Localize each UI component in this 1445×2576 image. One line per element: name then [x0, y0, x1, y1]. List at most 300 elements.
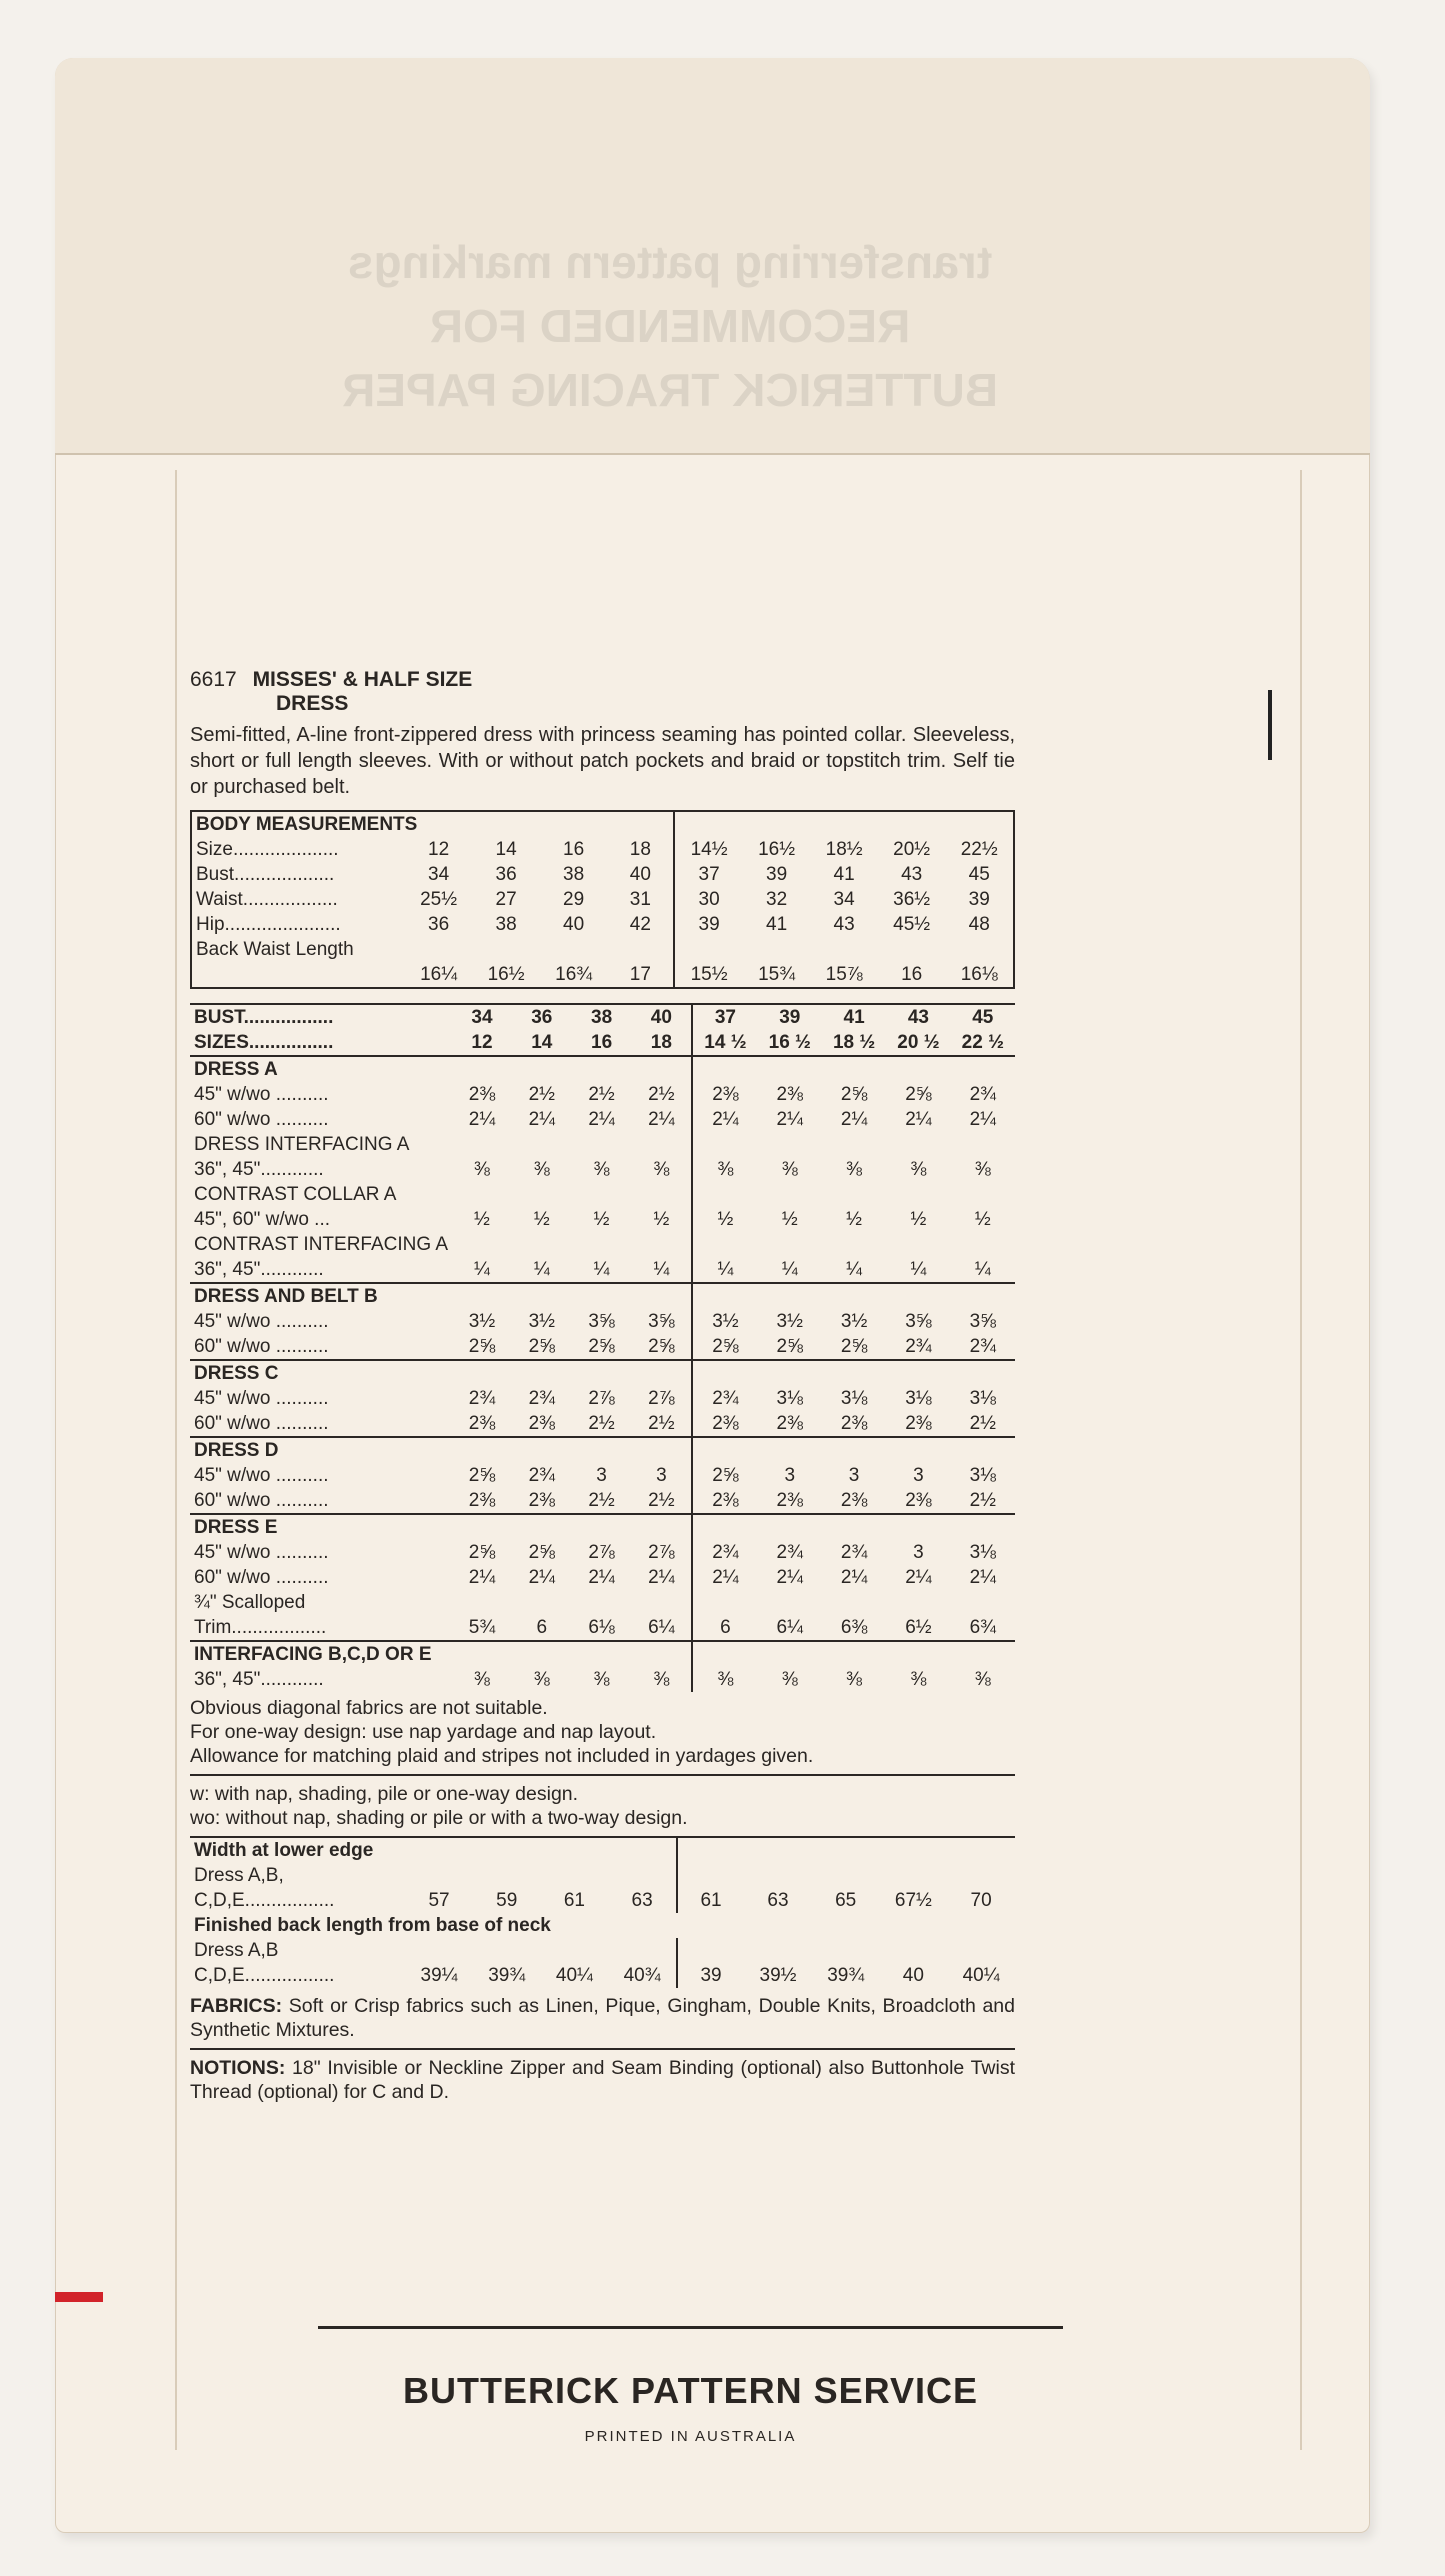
size-value: 16 — [878, 962, 946, 988]
size-value — [608, 1863, 677, 1888]
fabrics-text: Soft or Crisp fabrics such as Linen, Pique, Gingham, Double Knits, Broadcloth and Synthetic Mixtures. — [190, 1995, 1015, 2041]
table-row — [190, 1207, 1015, 1232]
size-value: 15¾ — [743, 962, 811, 988]
pattern-header — [190, 668, 1015, 716]
size-value: 40 — [629, 864, 651, 885]
size-value: 2½ — [969, 1413, 996, 1434]
size-value — [951, 1590, 1015, 1615]
size-value — [758, 1182, 822, 1207]
size-value — [405, 1938, 473, 1963]
size-value: 3⅛ — [905, 1388, 932, 1409]
note-line: w: with nap, shading, pile or one-way design. — [190, 1783, 579, 1805]
size-value: 2¼ — [528, 1567, 555, 1588]
size-value: ⅜ — [593, 1159, 610, 1180]
size-value: ⅜ — [692, 1667, 757, 1692]
size-value — [822, 1437, 886, 1463]
size-value — [572, 1182, 632, 1207]
size-value: ¼ — [692, 1257, 757, 1283]
size-value: ¼ — [846, 1259, 863, 1280]
size-value — [452, 1182, 512, 1207]
size-value: 2¼ — [692, 1107, 757, 1132]
size-value: 25½ — [420, 889, 458, 910]
pattern-title: MISSES' & HALF SIZE — [252, 668, 473, 691]
row-label: 60" w/wo .......... — [194, 1413, 329, 1434]
size-value — [512, 1056, 572, 1082]
size-value: 36 — [512, 1004, 572, 1030]
size-value — [631, 1437, 692, 1463]
row-label: 36", 45"............ — [194, 1159, 324, 1180]
size-value: 39¾ — [827, 1965, 865, 1986]
table-row — [190, 1004, 1015, 1030]
size-value — [631, 1132, 692, 1157]
size-value — [758, 1590, 822, 1615]
size-value: 2¾ — [692, 1540, 757, 1565]
row-label: C,D,E................. — [194, 1965, 335, 1986]
divider — [190, 2048, 1015, 2050]
size-value — [758, 1514, 822, 1540]
size-value: 57 — [428, 1890, 450, 1911]
size-value: 3⅝ — [588, 1311, 615, 1332]
size-value: 2⅞ — [588, 1542, 615, 1563]
row-label: Back Waist Length — [191, 937, 405, 962]
size-value — [880, 1938, 948, 1963]
size-value — [812, 1863, 880, 1888]
printed-in: PRINTED IN AUSTRALIA — [584, 2428, 797, 2445]
table-row — [190, 1667, 1015, 1692]
pattern-subtitle: DRESS — [276, 692, 349, 715]
size-value — [541, 1938, 609, 1963]
size-value: ¼ — [974, 1259, 991, 1280]
size-value: 39 — [758, 1004, 822, 1030]
size-value — [692, 1132, 757, 1157]
size-value — [512, 1360, 572, 1386]
row-label: 60" w/wo .......... — [194, 1336, 329, 1357]
size-value — [810, 937, 878, 962]
size-value: 22 ½ — [961, 1032, 1004, 1053]
size-value — [512, 1132, 572, 1157]
size-value — [744, 1863, 812, 1888]
row-label: Size.................... — [191, 837, 405, 862]
size-value — [758, 1132, 822, 1157]
table-row — [191, 937, 1014, 962]
size-value: 3⅛ — [969, 1542, 996, 1563]
registration-mark — [1268, 690, 1272, 760]
size-value — [692, 1641, 757, 1667]
size-value: 2⅜ — [776, 1084, 803, 1105]
size-value — [572, 1641, 632, 1667]
size-value — [541, 1863, 609, 1888]
row-label: 45" w/wo .......... — [194, 1388, 329, 1409]
row-label: 45" w/wo .......... — [194, 1465, 329, 1486]
row-label: Waist.................. — [191, 887, 405, 912]
size-value: 2½ — [648, 1084, 675, 1105]
size-value — [692, 1437, 757, 1463]
notions-label: NOTIONS: — [190, 2057, 286, 2079]
size-value: ⅜ — [910, 1159, 927, 1180]
fabrics-section — [190, 1994, 1015, 2042]
size-value — [677, 1938, 744, 1963]
size-value — [886, 1182, 950, 1207]
size-value — [692, 1232, 757, 1257]
size-value: 38 — [563, 864, 585, 885]
table-row — [191, 912, 1014, 937]
table-row — [190, 1257, 1015, 1283]
pattern-number: 6617 — [190, 668, 237, 691]
row-label: Width at lower edge — [190, 1837, 405, 1863]
size-value: 2⅝ — [692, 1334, 757, 1360]
size-value: 3½ — [840, 1311, 868, 1332]
row-label: 36", 45"............ — [194, 1259, 324, 1280]
size-value — [572, 1232, 632, 1257]
size-value — [631, 1641, 692, 1667]
row-label: Hip...................... — [191, 912, 405, 937]
row-label: 36", 45"............ — [194, 1669, 324, 1690]
size-value: 2½ — [588, 1413, 615, 1434]
size-value — [452, 1641, 512, 1667]
size-value: 20½ — [893, 839, 931, 860]
size-value — [812, 1837, 880, 1863]
size-value: 2¼ — [840, 1567, 868, 1588]
size-value — [822, 1283, 886, 1309]
table-row — [190, 1411, 1015, 1437]
size-value: 2½ — [528, 1084, 555, 1105]
size-value: ½ — [474, 1209, 490, 1230]
size-value: 18 — [650, 1032, 672, 1053]
size-value: 3 — [656, 1465, 667, 1486]
size-value: 39¾ — [488, 1965, 526, 1986]
size-value: ¼ — [593, 1259, 610, 1280]
size-value — [572, 1514, 632, 1540]
size-value: 42 — [629, 914, 651, 935]
table-row — [190, 1615, 1015, 1641]
size-value: 2½ — [588, 1084, 615, 1105]
size-value: ¼ — [474, 1259, 490, 1280]
size-value: 30 — [674, 887, 743, 912]
size-value: 39½ — [759, 1965, 797, 1986]
size-value: 2⅝ — [840, 1336, 868, 1357]
table-row — [191, 887, 1014, 912]
size-value: 63 — [767, 1890, 789, 1911]
size-value: 31 — [629, 889, 651, 910]
table-row — [190, 1590, 1015, 1615]
size-value: 2⅜ — [692, 1411, 757, 1437]
size-value: 59 — [496, 1890, 518, 1911]
row-label: C,D,E................. — [194, 1890, 335, 1911]
size-value: 43 — [886, 1004, 950, 1030]
size-value: 2½ — [969, 1490, 996, 1511]
size-value: ⅜ — [781, 1159, 798, 1180]
table-row — [190, 1913, 1015, 1938]
size-value — [692, 1182, 757, 1207]
size-value: 36 — [495, 864, 517, 885]
table-row — [190, 1437, 1015, 1463]
size-value: 3 — [913, 1465, 924, 1486]
size-value: 2⅜ — [840, 1413, 868, 1434]
note-line: Allowance for matching plaid and stripes not included in yardages given. — [190, 1745, 814, 1767]
size-value: 40¾ — [623, 1965, 661, 1986]
size-value: 2⅝ — [840, 1084, 868, 1105]
size-value — [473, 1938, 541, 1963]
size-value: ⅜ — [593, 1669, 610, 1690]
size-value: 40 — [563, 914, 585, 935]
size-value: 20 ½ — [897, 1032, 940, 1053]
size-value: 2¼ — [969, 1109, 996, 1130]
row-label: 45" w/wo .......... — [194, 1542, 329, 1563]
footer-rule — [318, 2326, 1063, 2329]
size-value: ⅜ — [974, 1669, 991, 1690]
size-value: 2¼ — [468, 1567, 496, 1588]
size-value: 2⅜ — [468, 1413, 496, 1434]
size-value: 3⅝ — [648, 1311, 675, 1332]
size-value — [674, 937, 743, 962]
size-value: 2¾ — [528, 1388, 555, 1409]
body-measurements-table — [190, 810, 1015, 989]
size-value: ⅜ — [474, 1669, 490, 1690]
size-value: 41 — [833, 864, 855, 885]
size-value — [886, 1437, 950, 1463]
size-value — [452, 1590, 512, 1615]
size-value: 2½ — [588, 1490, 615, 1511]
size-value — [951, 1283, 1015, 1309]
size-value — [631, 1232, 692, 1257]
size-value: 2¾ — [692, 1386, 757, 1411]
table-row — [190, 1837, 1015, 1863]
size-value: ½ — [692, 1207, 757, 1232]
size-value: 38 — [495, 914, 517, 935]
size-value: 61 — [677, 1888, 744, 1913]
size-value: ¼ — [781, 1259, 798, 1280]
size-value: 2¾ — [840, 1542, 868, 1563]
size-value: 22½ — [945, 837, 1014, 862]
table-row — [190, 1386, 1015, 1411]
table-row — [190, 1232, 1015, 1257]
size-value: 16½ — [758, 839, 796, 860]
size-value: 2¼ — [840, 1109, 868, 1130]
flap-ghost-line: BUTTERICK TRACING PAPER — [342, 364, 998, 416]
table-row — [190, 1056, 1015, 1082]
size-value — [951, 1437, 1015, 1463]
size-value: 3½ — [692, 1309, 757, 1334]
size-value — [945, 937, 1014, 962]
size-value: 2¼ — [528, 1109, 555, 1130]
size-value — [631, 1360, 692, 1386]
size-value — [608, 1837, 677, 1863]
size-value — [758, 1360, 822, 1386]
size-value: 2¼ — [776, 1567, 803, 1588]
size-value: ⅜ — [781, 1669, 798, 1690]
size-value: 2⅞ — [648, 1388, 675, 1409]
table-row — [190, 1360, 1015, 1386]
size-value: 16¾ — [540, 962, 608, 988]
size-value — [572, 1056, 632, 1082]
size-value: 63 — [631, 1890, 653, 1911]
size-value: ⅜ — [974, 1159, 991, 1180]
row-label: Bust................... — [191, 862, 405, 887]
size-value — [758, 1283, 822, 1309]
table-row — [190, 1641, 1015, 1667]
size-value — [631, 1590, 692, 1615]
size-value — [452, 1132, 512, 1157]
envelope-seam-left — [175, 470, 177, 2450]
size-value: 61 — [563, 1890, 585, 1911]
table-row — [190, 1514, 1015, 1540]
size-value: 45 — [945, 862, 1014, 887]
size-value: 2½ — [648, 1490, 675, 1511]
body-measurements-heading: BODY MEASUREMENTS — [191, 811, 674, 837]
size-value — [692, 1590, 757, 1615]
size-value: 16¼ — [405, 962, 473, 988]
size-value: 6½ — [905, 1617, 932, 1638]
size-value: 3⅝ — [905, 1311, 932, 1332]
size-value — [472, 937, 540, 962]
table-row — [190, 1888, 1015, 1913]
size-value — [631, 1514, 692, 1540]
size-value: ½ — [974, 1209, 991, 1230]
size-value: 2¾ — [468, 1388, 496, 1409]
size-value: 2⅞ — [648, 1542, 675, 1563]
red-edge-mark — [55, 2292, 103, 2302]
size-value — [572, 1590, 632, 1615]
size-value: 2⅜ — [905, 1490, 932, 1511]
row-label: CONTRAST INTERFACING A — [194, 1234, 449, 1255]
size-value: 2⅜ — [776, 1413, 803, 1434]
row-label: 60" w/wo .......... — [194, 1490, 329, 1511]
size-value: ⅜ — [533, 1159, 550, 1180]
size-value: 14 ½ — [692, 1030, 757, 1056]
size-value: 34 — [452, 1004, 512, 1030]
size-value: 14½ — [674, 837, 743, 862]
size-value: 3½ — [776, 1311, 803, 1332]
size-value: 3 — [848, 1465, 860, 1486]
size-value — [886, 1590, 950, 1615]
size-value: ½ — [781, 1209, 798, 1230]
table-row — [190, 1132, 1015, 1157]
size-value — [880, 1863, 948, 1888]
size-value — [512, 1182, 572, 1207]
table-row — [190, 1565, 1015, 1590]
size-value: 40¼ — [962, 1965, 1000, 1986]
size-value: 2⅝ — [468, 1336, 496, 1357]
row-label — [191, 962, 405, 988]
size-value: 2⅜ — [692, 1082, 757, 1107]
size-value — [631, 1283, 692, 1309]
size-value: 2⅜ — [692, 1488, 757, 1514]
size-value — [572, 1360, 632, 1386]
size-value: ⅜ — [474, 1159, 490, 1180]
size-value — [886, 1283, 950, 1309]
envelope-seam-right — [1300, 470, 1302, 2450]
size-value — [692, 1283, 757, 1309]
size-value — [452, 1360, 512, 1386]
size-value — [758, 1232, 822, 1257]
size-value — [631, 1182, 692, 1207]
size-value: 6¼ — [648, 1617, 675, 1638]
size-value: 6 — [536, 1617, 548, 1638]
flap-ghost-line: RECOMMENDED FOR — [429, 300, 911, 352]
size-value: 2¼ — [692, 1565, 757, 1590]
size-value: ⅜ — [533, 1669, 550, 1690]
size-value — [951, 1232, 1015, 1257]
size-value: ½ — [593, 1209, 610, 1230]
size-value: 18 ½ — [832, 1032, 876, 1053]
size-value — [822, 1641, 886, 1667]
size-value: 2⅝ — [588, 1336, 615, 1357]
size-value: 65 — [835, 1890, 857, 1911]
table-row — [190, 1334, 1015, 1360]
size-value: 43 — [901, 864, 923, 885]
size-value: 2¾ — [905, 1336, 932, 1357]
finished-garment-table — [190, 1836, 1015, 1988]
size-value — [512, 1283, 572, 1309]
size-value: 3½ — [468, 1311, 496, 1332]
size-value — [822, 1232, 886, 1257]
table-row — [190, 1157, 1015, 1182]
size-value: 12 — [471, 1032, 493, 1053]
size-value: 2¼ — [905, 1567, 932, 1588]
table-row — [190, 1283, 1015, 1309]
notions-section — [190, 2056, 1015, 2104]
row-label: CONTRAST COLLAR A — [194, 1184, 397, 1205]
table-row — [191, 811, 1014, 837]
row-label: DRESS A — [190, 1056, 452, 1082]
size-value: ⅜ — [846, 1159, 863, 1180]
size-value: 37 — [692, 1004, 757, 1030]
size-value: 48 — [945, 912, 1014, 937]
size-value — [886, 1641, 950, 1667]
size-value: 15½ — [674, 962, 743, 988]
size-value: 3 — [913, 1542, 924, 1563]
size-value: 2¼ — [969, 1567, 996, 1588]
size-value: 37 — [674, 862, 743, 887]
row-label: INTERFACING B,C,D OR E — [190, 1641, 452, 1667]
row-label: BUST................. — [190, 1004, 452, 1030]
size-value: ⅜ — [653, 1159, 670, 1180]
size-value — [405, 937, 473, 962]
size-value — [822, 1514, 886, 1540]
size-value: ½ — [910, 1209, 927, 1230]
size-value — [947, 1938, 1015, 1963]
size-value — [758, 1437, 822, 1463]
size-value: 36 — [428, 914, 450, 935]
size-value: 3⅛ — [840, 1388, 868, 1409]
table-row — [190, 1309, 1015, 1334]
size-value: 2⅝ — [648, 1336, 675, 1357]
size-value — [452, 1283, 512, 1309]
size-value — [512, 1590, 572, 1615]
size-value: 2⅝ — [528, 1336, 555, 1357]
size-value: 3⅛ — [969, 1388, 996, 1409]
size-value: 2¼ — [588, 1567, 615, 1588]
size-value: 3 — [784, 1465, 796, 1486]
row-label: Dress A,B, — [194, 1865, 284, 1886]
size-value — [947, 1863, 1015, 1888]
size-value: 27 — [495, 889, 517, 910]
size-value — [473, 1837, 541, 1863]
size-value: 2⅜ — [528, 1490, 555, 1511]
row-label: SIZES................ — [194, 1032, 334, 1053]
table-row — [191, 837, 1014, 862]
size-value: 16½ — [472, 962, 540, 988]
size-value: 3 — [596, 1465, 607, 1486]
size-value — [758, 1056, 822, 1082]
size-value — [512, 1437, 572, 1463]
size-value — [822, 1132, 886, 1157]
size-value: 2¾ — [969, 1084, 996, 1105]
size-value: 17 — [607, 962, 674, 988]
size-value: 6⅛ — [588, 1617, 615, 1638]
size-value: ⅜ — [692, 1157, 757, 1182]
size-value: 2⅝ — [776, 1336, 803, 1357]
